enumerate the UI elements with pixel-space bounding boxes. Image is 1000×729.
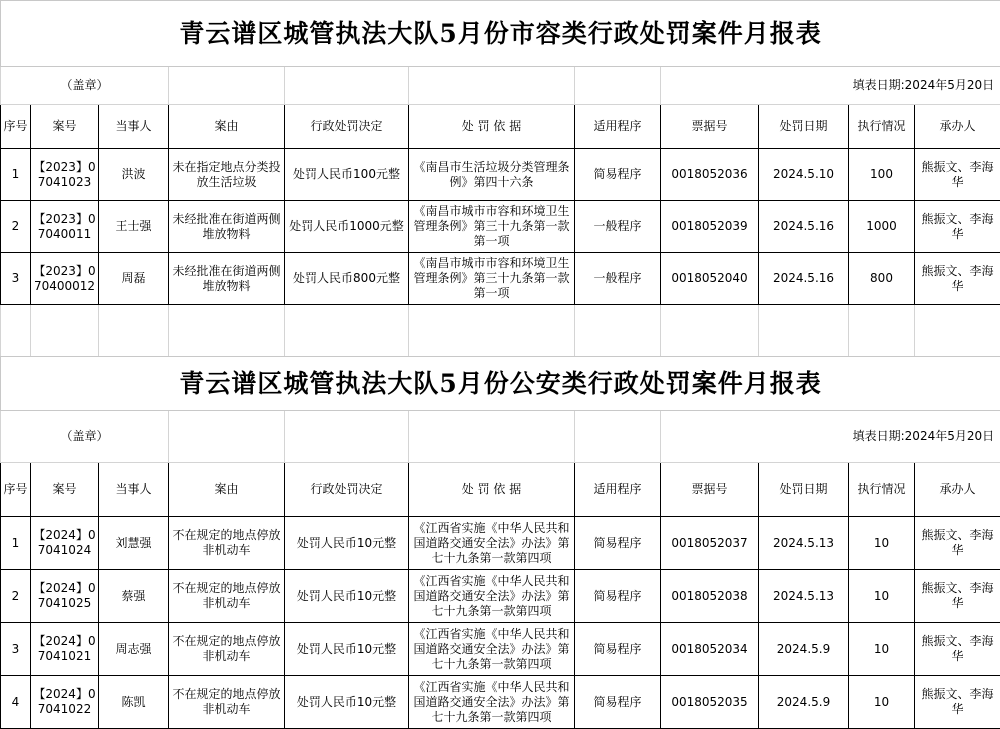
penalty-decision: 处罚人民币800元整 <box>285 253 409 305</box>
penalty-basis: 《江西省实施《中华人民共和国道路交通安全法》办法》第七十九条第一款第四项 <box>409 517 575 570</box>
row-number: 2 <box>1 201 31 253</box>
table-row <box>1 149 1000 201</box>
case-cause: 不在规定的地点停放非机动车 <box>169 570 285 623</box>
table-header <box>1 463 1000 517</box>
header-decision: 行政处罚决定 <box>285 105 409 149</box>
receipt-number: 0018052039 <box>661 201 759 253</box>
handler-names: 熊振文、李海华 <box>915 676 1000 729</box>
party-name: 蔡强 <box>99 570 169 623</box>
case-cause: 未经批准在街道两侧堆放物料 <box>169 253 285 305</box>
case-cause: 未经批准在街道两侧堆放物料 <box>169 201 285 253</box>
penalty-decision: 处罚人民币10元整 <box>285 517 409 570</box>
table-row <box>1 253 1000 305</box>
report-title: 青云谱区城管执法大队5月份市容类行政处罚案件月报表 <box>1 1 1000 67</box>
execution-status: 10 <box>849 570 915 623</box>
row-number: 2 <box>1 570 31 623</box>
table-row <box>1 201 1000 253</box>
penalty-date: 2024.5.16 <box>759 201 849 253</box>
case-number: 【2024】07041021 <box>31 623 99 676</box>
receipt-number: 0018052035 <box>661 676 759 729</box>
handler-names: 熊振文、李海华 <box>915 623 1000 676</box>
case-number: 【2024】07041022 <box>31 676 99 729</box>
penalty-basis: 《南昌市城市市容和环境卫生管理条例》第三十九条第一款第一项 <box>409 253 575 305</box>
receipt-number: 0018052037 <box>661 517 759 570</box>
header-handler: 承办人 <box>915 105 1000 149</box>
empty-row <box>1 305 1000 357</box>
header-case: 案号 <box>31 105 99 149</box>
row-number: 1 <box>1 517 31 570</box>
case-number: 【2023】07041023 <box>31 149 99 201</box>
header-procedure: 适用程序 <box>575 105 661 149</box>
header-date: 处罚日期 <box>759 105 849 149</box>
row-number: 3 <box>1 253 31 305</box>
party-name: 陈凯 <box>99 676 169 729</box>
penalty-decision: 处罚人民币10元整 <box>285 623 409 676</box>
header-procedure: 适用程序 <box>575 463 661 517</box>
penalty-date: 2024.5.9 <box>759 676 849 729</box>
header-party: 当事人 <box>99 463 169 517</box>
header-handler: 承办人 <box>915 463 1000 517</box>
penalty-decision: 处罚人民币1000元整 <box>285 201 409 253</box>
fill-date: 填表日期:2024年5月20日 <box>661 411 1000 463</box>
receipt-number: 0018052040 <box>661 253 759 305</box>
header-no: 序号 <box>1 463 31 517</box>
handler-names: 熊振文、李海华 <box>915 149 1000 201</box>
penalty-decision: 处罚人民币10元整 <box>285 570 409 623</box>
penalty-basis: 《江西省实施《中华人民共和国道路交通安全法》办法》第七十九条第一款第四项 <box>409 623 575 676</box>
penalty-date: 2024.5.13 <box>759 517 849 570</box>
party-name: 周磊 <box>99 253 169 305</box>
case-number: 【2023】070400012 <box>31 253 99 305</box>
handler-names: 熊振文、李海华 <box>915 517 1000 570</box>
procedure-type: 简易程序 <box>575 676 661 729</box>
penalty-date: 2024.5.9 <box>759 623 849 676</box>
row-number: 3 <box>1 623 31 676</box>
table-row <box>1 570 1000 623</box>
case-cause: 不在规定的地点停放非机动车 <box>169 676 285 729</box>
header-no: 序号 <box>1 105 31 149</box>
receipt-number: 0018052038 <box>661 570 759 623</box>
row-number: 4 <box>1 676 31 729</box>
handler-names: 熊振文、李海华 <box>915 570 1000 623</box>
header-case: 案号 <box>31 463 99 517</box>
penalty-decision: 处罚人民币10元整 <box>285 676 409 729</box>
header-receipt: 票据号 <box>661 463 759 517</box>
procedure-type: 一般程序 <box>575 201 661 253</box>
receipt-number: 0018052034 <box>661 623 759 676</box>
penalty-date: 2024.5.16 <box>759 253 849 305</box>
table-row <box>1 676 1000 729</box>
table-header <box>1 105 1000 149</box>
procedure-type: 简易程序 <box>575 149 661 201</box>
execution-status: 100 <box>849 149 915 201</box>
penalty-date: 2024.5.13 <box>759 570 849 623</box>
table-row <box>1 623 1000 676</box>
execution-status: 10 <box>849 517 915 570</box>
procedure-type: 一般程序 <box>575 253 661 305</box>
header-cause: 案由 <box>169 463 285 517</box>
handler-names: 熊振文、李海华 <box>915 253 1000 305</box>
header-basis: 处 罚 依 据 <box>409 463 575 517</box>
header-cause: 案由 <box>169 105 285 149</box>
case-cause: 未在指定地点分类投放生活垃圾 <box>169 149 285 201</box>
party-name: 周志强 <box>99 623 169 676</box>
header-receipt: 票据号 <box>661 105 759 149</box>
penalty-basis: 《南昌市城市市容和环境卫生管理条例》第三十九条第一款第一项 <box>409 201 575 253</box>
penalty-basis: 《江西省实施《中华人民共和国道路交通安全法》办法》第七十九条第一款第四项 <box>409 676 575 729</box>
penalty-decision: 处罚人民币100元整 <box>285 149 409 201</box>
party-name: 刘慧强 <box>99 517 169 570</box>
execution-status: 1000 <box>849 201 915 253</box>
header-party: 当事人 <box>99 105 169 149</box>
row-number: 1 <box>1 149 31 201</box>
party-name: 洪波 <box>99 149 169 201</box>
procedure-type: 简易程序 <box>575 517 661 570</box>
public-security-report-table <box>0 356 1000 729</box>
cityscape-report-table <box>0 0 1000 357</box>
procedure-type: 简易程序 <box>575 570 661 623</box>
header-date: 处罚日期 <box>759 463 849 517</box>
execution-status: 800 <box>849 253 915 305</box>
header-basis: 处 罚 依 据 <box>409 105 575 149</box>
seal-label: （盖章） <box>1 411 169 463</box>
case-number: 【2024】07041025 <box>31 570 99 623</box>
execution-status: 10 <box>849 623 915 676</box>
fill-date: 填表日期:2024年5月20日 <box>661 67 1000 105</box>
receipt-number: 0018052036 <box>661 149 759 201</box>
header-exec: 执行情况 <box>849 105 915 149</box>
table-row <box>1 517 1000 570</box>
case-cause: 不在规定的地点停放非机动车 <box>169 517 285 570</box>
penalty-basis: 《南昌市生活垃圾分类管理条例》第四十六条 <box>409 149 575 201</box>
seal-label: （盖章） <box>1 67 169 105</box>
report-title: 青云谱区城管执法大队5月份公安类行政处罚案件月报表 <box>1 357 1000 411</box>
penalty-date: 2024.5.10 <box>759 149 849 201</box>
case-number: 【2023】07040011 <box>31 201 99 253</box>
header-decision: 行政处罚决定 <box>285 463 409 517</box>
procedure-type: 简易程序 <box>575 623 661 676</box>
header-exec: 执行情况 <box>849 463 915 517</box>
execution-status: 10 <box>849 676 915 729</box>
penalty-basis: 《江西省实施《中华人民共和国道路交通安全法》办法》第七十九条第一款第四项 <box>409 570 575 623</box>
party-name: 王士强 <box>99 201 169 253</box>
handler-names: 熊振文、李海华 <box>915 201 1000 253</box>
case-number: 【2024】07041024 <box>31 517 99 570</box>
case-cause: 不在规定的地点停放非机动车 <box>169 623 285 676</box>
